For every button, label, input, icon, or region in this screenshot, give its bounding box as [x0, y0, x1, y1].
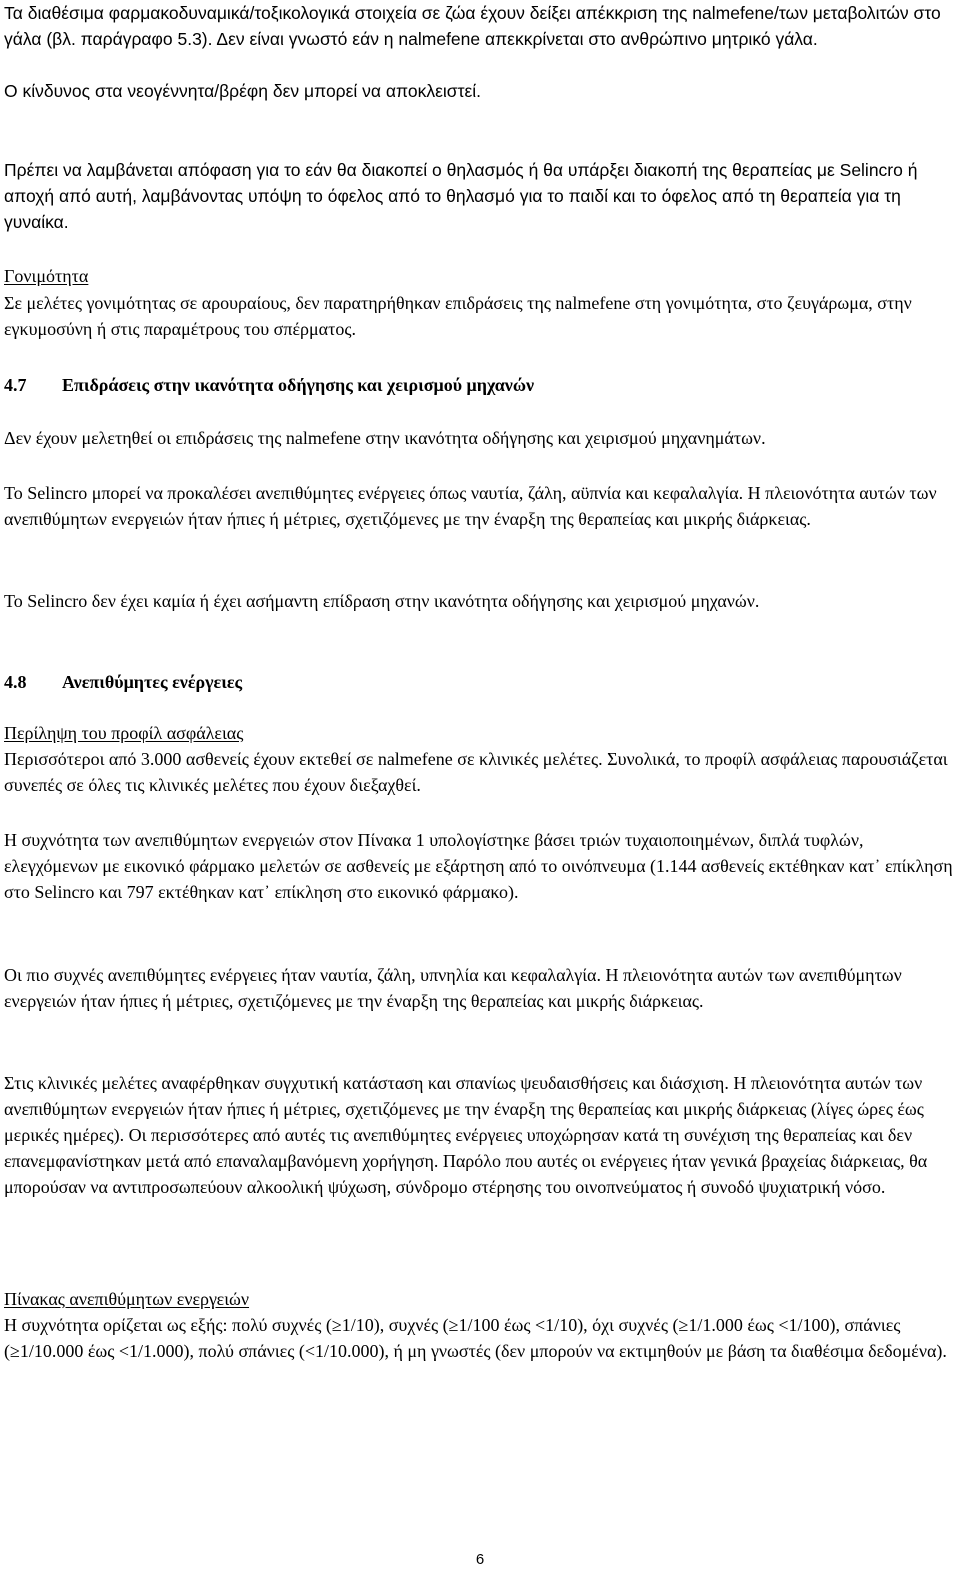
- driving-not-studied-paragraph: Δεν έχουν μελετηθεί οι επιδράσεις της nalmefene στην ικανότητα οδήγησης και χειρισμού μηχανημάτων.: [4, 428, 766, 448]
- section-4-8-title: Ανεπιθύμητες ενέργειες: [62, 672, 243, 692]
- driving-conclusion-paragraph: Το Selincro δεν έχει καμία ή έχει ασήμαντη επίδραση στην ικανότητα οδήγησης και χειρισμού μηχανών.: [4, 591, 760, 611]
- safety-profile-paragraph: Περισσότεροι από 3.000 ασθενείς έχουν εκτεθεί σε nalmefene σε κλινικές μελέτες. Συνολικά, το προφίλ ασφάλειας παρουσιάζεται συνεπές σε όλες τις κλινικές μελέτες που έχουν διεξαχθεί.: [4, 749, 948, 795]
- frequency-calculation-paragraph: Η συχνότητα των ανεπιθύμητων ενεργειών στον Πίνακα 1 υπολογίστηκε βάσει τριών τυχαιοποιημένων, διπλά τυφλών, ελεγχόμενων με εικονικό φάρμακο μελετών σε ασθενείς με εξάρτηση από το οινόπνευμα (1.144 ασθενείς εκτέθηκαν κατ᾽ επίκληση στο Selincro και 797 εκτέθηκαν κατ᾽ επίκληση στο εικονικό φάρμακο).: [4, 830, 953, 902]
- common-adverse-reactions-paragraph: Οι πιο συχνές ανεπιθύμητες ενέργειες ήταν ναυτία, ζάλη, υπνηλία και κεφαλαλγία. Η πλειονότητα αυτών των ανεπιθύμητων ενεργειών ήταν ήπιες ή μέτριες, σχετιζόμενες με την έναρξη της θεραπείας και μικρής διάρκειας.: [4, 965, 902, 1011]
- section-4-7-heading: [4, 372, 956, 398]
- driving-adverse-effects-paragraph: Το Selincro μπορεί να προκαλέσει ανεπιθύμητες ενέργειες όπως ναυτία, ζάλη, αϋπνία και κεφαλαλγία. Η πλειονότητα αυτών των ανεπιθύμητων ενεργειών ήταν ήπιες ή μέτριες, σχετιζόμενες με την έναρξη της θεραπείας και μικρής διάρκειας.: [4, 483, 937, 529]
- infant-risk-paragraph: Ο κίνδυνος στα νεογέννητα/βρέφη δεν μπορεί να αποκλειστεί.: [4, 81, 482, 101]
- adverse-reactions-table-heading: Πίνακας ανεπιθύμητων ενεργειών: [4, 1289, 250, 1309]
- section-4-7-title: Επιδράσεις στην ικανότητα οδήγησης και χειρισμού μηχανών: [62, 375, 535, 395]
- frequency-definition-paragraph: Η συχνότητα ορίζεται ως εξής: πολύ συχνές (≥1/10), συχνές (≥1/100 έως <1/10), όχι συχνές (≥1/1.000 έως <1/100), σπάνιες (≥1/10.000 έως <1/1.000), πολύ σπάνιες (<1/10.000), ή μη γνωστές (δεν μπορούν να εκτιμηθούν με βάση τα διαθέσιμα δεδομένα).: [4, 1315, 947, 1361]
- fertility-paragraph: Σε μελέτες γονιμότητας σε αρουραίους, δεν παρατηρήθηκαν επιδράσεις της nalmefene στη γονιμότητα, στο ζευγάρωμα, στην εγκυμοσύνη ή στις παραμέτρους του σπέρματος.: [4, 293, 912, 339]
- breastfeeding-decision-paragraph: Πρέπει να λαμβάνεται απόφαση για το εάν θα διακοπεί ο θηλασμός ή θα υπάρξει διακοπή της θεραπείας με Selincro ή αποχή από αυτή, λαμβάνοντας υπόψη το όφελος από το θηλασμό για το παιδί και το όφελος από τη θεραπεία για τη γυναίκα.: [4, 160, 918, 232]
- fertility-heading: Γονιμότητα: [4, 266, 89, 286]
- safety-profile-heading: Περίληψη του προφίλ ασφάλειας: [4, 723, 244, 743]
- section-4-8-number: 4.8: [4, 672, 27, 692]
- page-number: 6: [475, 1551, 485, 1568]
- section-4-8-heading: [4, 669, 956, 695]
- section-4-7-number: 4.7: [4, 375, 27, 395]
- confusional-state-paragraph: Στις κλινικές μελέτες αναφέρθηκαν συγχυτική κατάσταση και σπανίως ψευδαισθήσεις και διάσχιση. Η πλειονότητα αυτών των ανεπιθύμητων ενεργειών ήταν ήπιες ή μέτριες, σχετιζόμενες με την έναρξη της θεραπείας και μικρής διάρκειας (λίγες ώρες έως μερικές ημέρες). Οι περισσότερες από αυτές τις ανεπιθύμητες ενέργειες υποχώρησαν κατά τη συνέχιση της θεραπείας και δεν επανεμφανίστηκαν μετά από επαναλαμβανόμενη χορήγηση. Παρόλο που αυτές οι ενέργειες ήταν γενικά βραχείας διάρκειας, θα μπορούσαν να αντιπροσωπεύουν αλκοολική ψύχωση, σύνδρομο στέρησης του οινοπνεύματος ή συνοδό ψυχιατρική νόσο.: [4, 1073, 928, 1197]
- lactation-paragraph: Τα διαθέσιμα φαρμακοδυναμικά/τοξικολογικά στοιχεία σε ζώα έχουν δείξει απέκκριση της nalmefene/των μεταβολιτών στο γάλα (βλ. παράγραφο 5.3). Δεν είναι γνωστό εάν η nalmefene απεκκρίνεται στο ανθρώπινο μητρικό γάλα.: [4, 3, 941, 49]
